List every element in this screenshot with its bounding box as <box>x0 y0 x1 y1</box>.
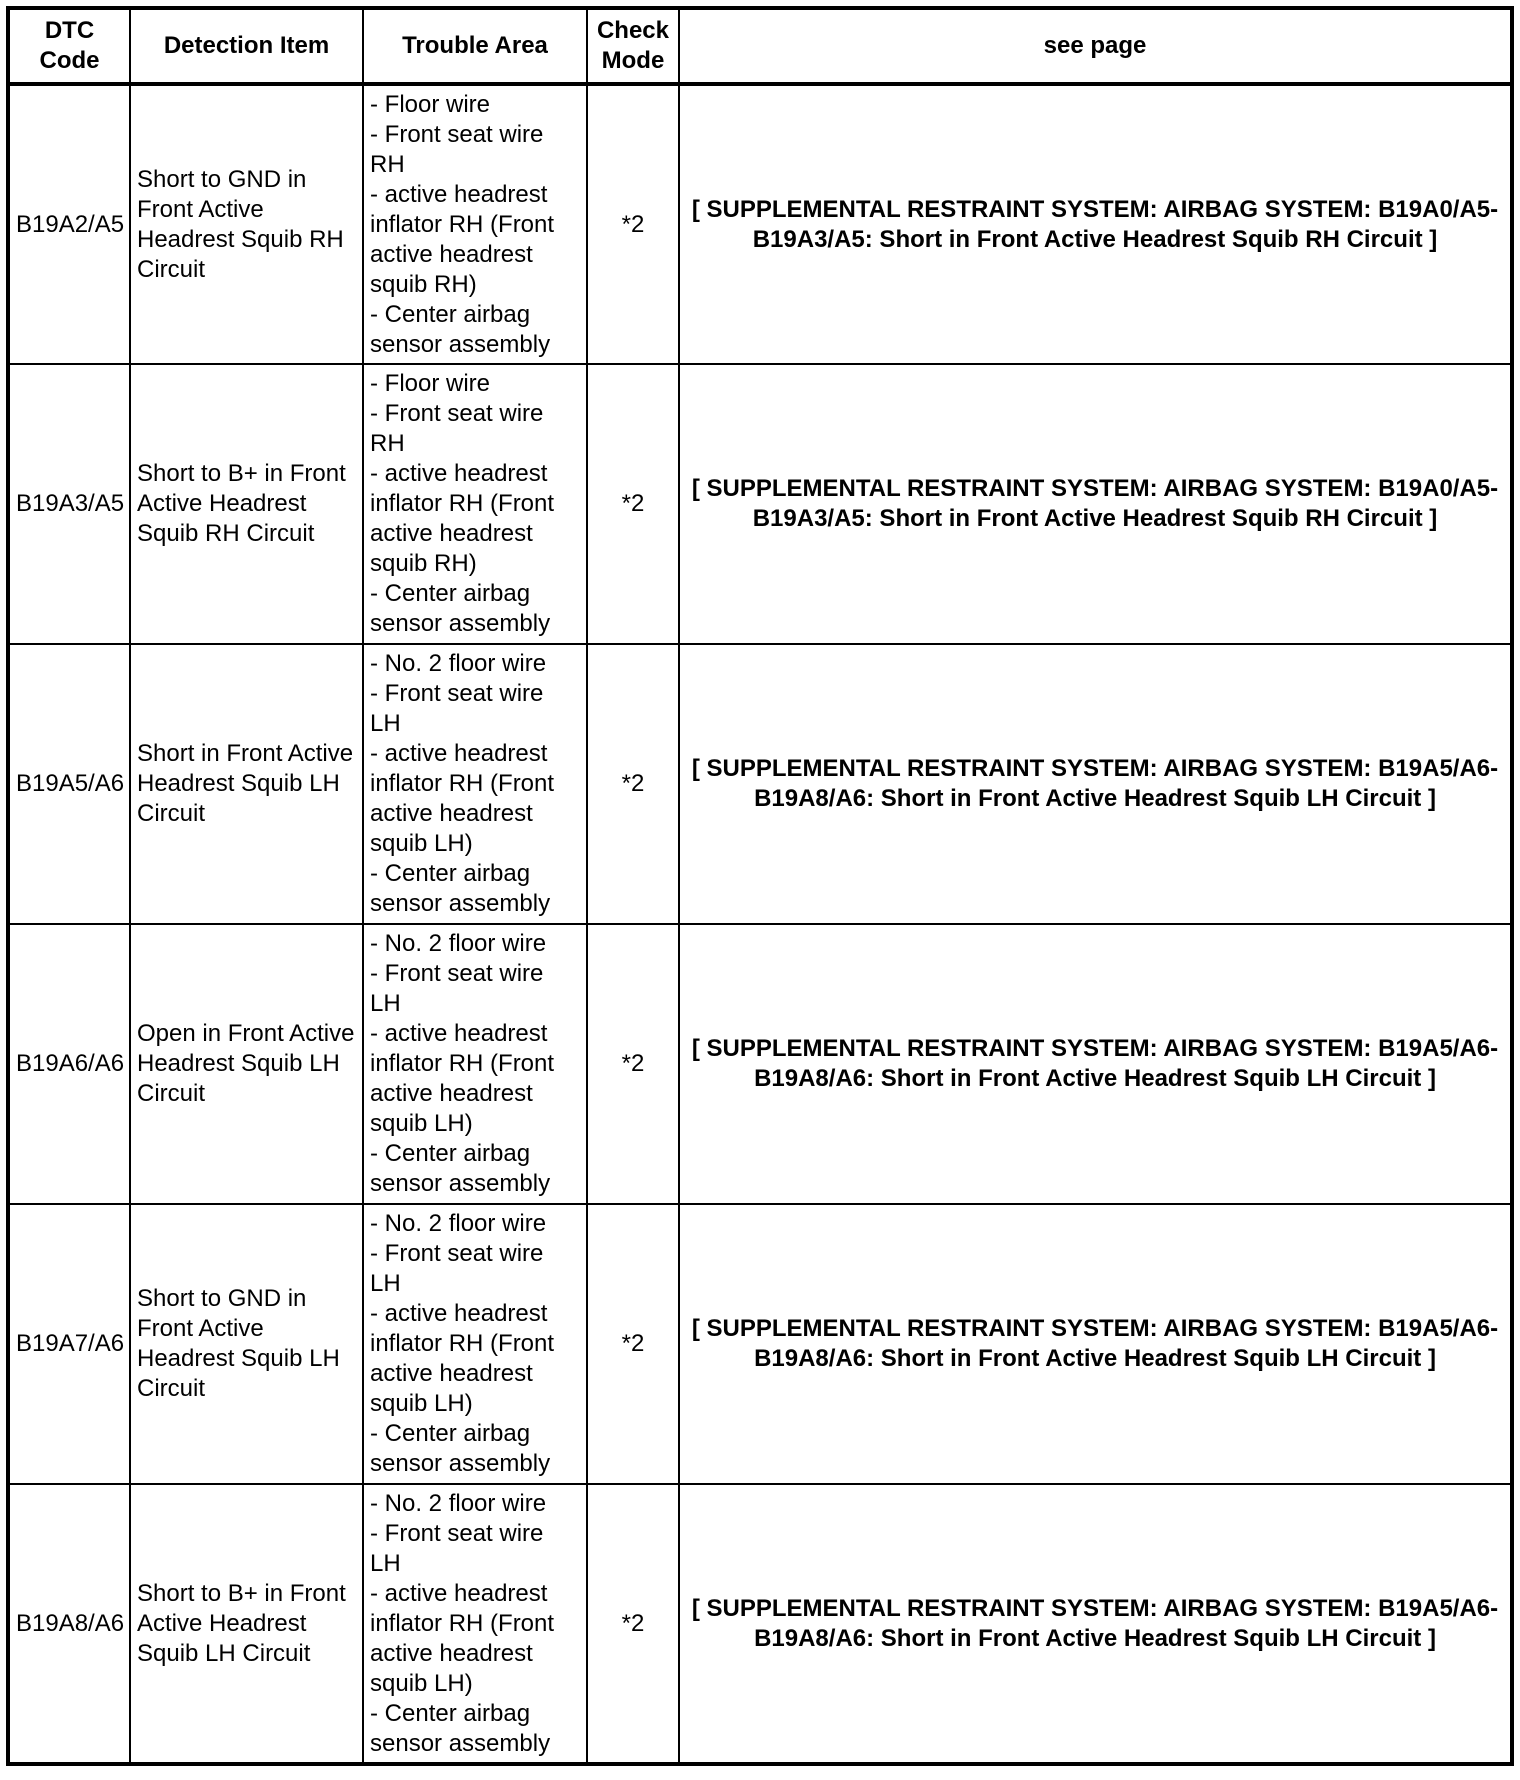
trouble-area-line: - Front seat wire LH <box>370 1519 544 1577</box>
trouble-area-line: - Center airbag sensor assembly <box>370 1140 551 1197</box>
trouble-area-cell <box>363 1204 587 1484</box>
dtc-code-cell: B19A5/A6 <box>8 644 130 924</box>
trouble-area-line: - Floor wire <box>370 370 491 397</box>
trouble-area-cell <box>363 84 587 364</box>
dtc-code-cell: B19A7/A6 <box>8 1204 130 1484</box>
trouble-area-line: - No. 2 floor wire <box>370 930 547 957</box>
header-check-mode: Check Mode <box>587 8 679 84</box>
trouble-area-line: - active headrest inflator RH (Front active headrest squib RH) <box>370 460 555 577</box>
trouble-area-cell <box>363 1484 587 1764</box>
trouble-area-line: - Center airbag sensor assembly <box>370 1699 551 1757</box>
detection-item-cell: Short in Front Active Headrest Squib LH Circuit <box>130 644 363 924</box>
table-row <box>8 1484 1512 1764</box>
see-page-link: [ SUPPLEMENTAL RESTRAINT SYSTEM: AIRBAG SYSTEM: B19A5/A6-B19A8/A6: Short in Front Active Headrest Squib LH Circuit ] <box>679 1484 1512 1764</box>
check-mode-cell: *2 <box>587 364 679 644</box>
trouble-area-line: - No. 2 floor wire <box>370 1489 547 1517</box>
trouble-area-line: - Front seat wire RH <box>370 400 544 457</box>
trouble-area-line: - Front seat wire LH <box>370 960 544 1017</box>
table-row <box>8 84 1512 364</box>
trouble-area-line: - active headrest inflator RH (Front active headrest squib LH) <box>370 1020 555 1137</box>
table-row <box>8 1204 1512 1484</box>
header-dtc-code: DTC Code <box>8 8 130 84</box>
trouble-area-line: - No. 2 floor wire <box>370 650 547 677</box>
trouble-area-line: - Center airbag sensor assembly <box>370 1420 551 1477</box>
detection-item-cell: Short to GND in Front Active Headrest Squib RH Circuit <box>130 84 363 364</box>
dtc-code-cell: B19A6/A6 <box>8 924 130 1204</box>
dtc-table <box>6 6 1514 1766</box>
see-page-link: [ SUPPLEMENTAL RESTRAINT SYSTEM: AIRBAG SYSTEM: B19A0/A5-B19A3/A5: Short in Front Active Headrest Squib RH Circuit ] <box>679 364 1512 644</box>
trouble-area-cell <box>363 644 587 924</box>
check-mode-cell: *2 <box>587 924 679 1204</box>
trouble-area-cell <box>363 924 587 1204</box>
trouble-area-line: - Center airbag sensor assembly <box>370 860 551 917</box>
trouble-area-line: - Front seat wire RH <box>370 120 544 178</box>
trouble-area-cell <box>363 364 587 644</box>
trouble-area-line: - Center airbag sensor assembly <box>370 300 551 358</box>
see-page-link: [ SUPPLEMENTAL RESTRAINT SYSTEM: AIRBAG SYSTEM: B19A0/A5-B19A3/A5: Short in Front Active Headrest Squib RH Circuit ] <box>679 84 1512 364</box>
header-see-page: see page <box>679 8 1512 84</box>
see-page-link: [ SUPPLEMENTAL RESTRAINT SYSTEM: AIRBAG SYSTEM: B19A5/A6-B19A8/A6: Short in Front Active Headrest Squib LH Circuit ] <box>679 644 1512 924</box>
trouble-area-line: - active headrest inflator RH (Front active headrest squib LH) <box>370 740 555 857</box>
dtc-code-cell: B19A3/A5 <box>8 364 130 644</box>
trouble-area-line: - active headrest inflator RH (Front active headrest squib LH) <box>370 1579 555 1697</box>
trouble-area-line: - Center airbag sensor assembly <box>370 580 551 637</box>
table-header <box>8 8 1512 84</box>
check-mode-cell: *2 <box>587 1204 679 1484</box>
trouble-area-line: - Front seat wire LH <box>370 1240 544 1297</box>
trouble-area-line: - No. 2 floor wire <box>370 1210 547 1237</box>
table-row <box>8 644 1512 924</box>
trouble-area-line: - Front seat wire LH <box>370 680 544 737</box>
trouble-area-line: - active headrest inflator RH (Front active headrest squib LH) <box>370 1300 555 1417</box>
table-row <box>8 364 1512 644</box>
detection-item-cell: Open in Front Active Headrest Squib LH Circuit <box>130 924 363 1204</box>
header-detection-item: Detection Item <box>130 8 363 84</box>
trouble-area-line: - active headrest inflator RH (Front active headrest squib RH) <box>370 180 555 298</box>
check-mode-cell: *2 <box>587 84 679 364</box>
see-page-link: [ SUPPLEMENTAL RESTRAINT SYSTEM: AIRBAG SYSTEM: B19A5/A6-B19A8/A6: Short in Front Active Headrest Squib LH Circuit ] <box>679 924 1512 1204</box>
header-row <box>8 8 1512 84</box>
dtc-code-cell: B19A8/A6 <box>8 1484 130 1764</box>
check-mode-cell: *2 <box>587 644 679 924</box>
trouble-area-line: - Floor wire <box>370 90 491 118</box>
detection-item-cell: Short to GND in Front Active Headrest Squib LH Circuit <box>130 1204 363 1484</box>
header-trouble-area: Trouble Area <box>363 8 587 84</box>
table-row <box>8 924 1512 1204</box>
check-mode-cell: *2 <box>587 1484 679 1764</box>
table-body <box>8 84 1512 1764</box>
detection-item-cell: Short to B+ in Front Active Headrest Squib LH Circuit <box>130 1484 363 1764</box>
see-page-link: [ SUPPLEMENTAL RESTRAINT SYSTEM: AIRBAG SYSTEM: B19A5/A6-B19A8/A6: Short in Front Active Headrest Squib LH Circuit ] <box>679 1204 1512 1484</box>
detection-item-cell: Short to B+ in Front Active Headrest Squib RH Circuit <box>130 364 363 644</box>
dtc-code-cell: B19A2/A5 <box>8 84 130 364</box>
